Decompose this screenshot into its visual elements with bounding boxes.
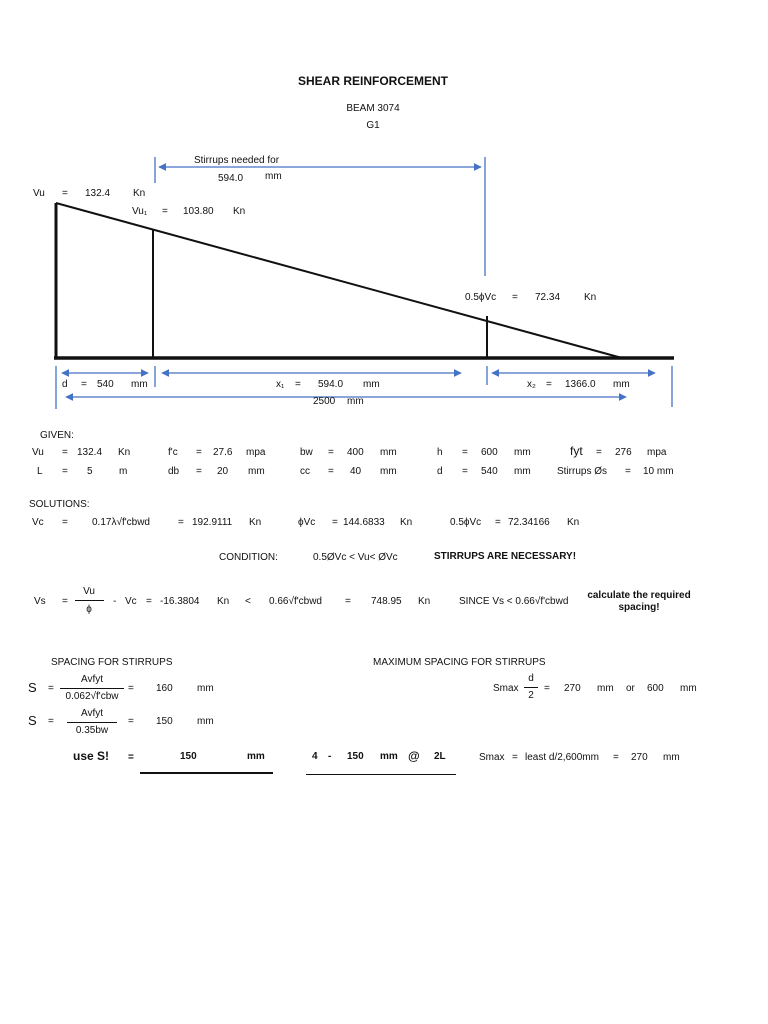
use-s-label: use S! bbox=[73, 749, 110, 763]
calc-spacing-note-line1: calculate the required bbox=[587, 590, 691, 601]
beam-id: BEAM 3074 bbox=[346, 103, 400, 114]
vs-label: Vs bbox=[34, 596, 46, 607]
half-phi-vc-sol-value: 72.34166 bbox=[508, 517, 550, 528]
smax-equals: = bbox=[544, 683, 550, 694]
given-fc-unit: mpa bbox=[246, 447, 266, 458]
given-l-value: 5 bbox=[87, 466, 93, 477]
span-unit: mm bbox=[347, 396, 364, 407]
s1-value: 160 bbox=[156, 683, 173, 694]
half-phi-vc-unit: Kn bbox=[584, 292, 597, 303]
stirrups-needed-value: 594.0 bbox=[218, 173, 244, 184]
vc-formula: 0.17λ√f'cbwd bbox=[92, 517, 150, 528]
vs-equals-2: = bbox=[146, 596, 152, 607]
vs-less-than: < bbox=[245, 596, 251, 607]
s1-fraction-bar bbox=[60, 688, 124, 689]
condition-result: STIRRUPS ARE NECESSARY! bbox=[434, 551, 577, 562]
given-vu-unit: Kn bbox=[118, 447, 131, 458]
s1-numerator: Avfyt bbox=[80, 674, 104, 685]
d-equals: = bbox=[81, 379, 87, 390]
x1-equals: = bbox=[295, 379, 301, 390]
half-phi-vc-value: 72.34 bbox=[535, 292, 561, 303]
given-bw-equals: = bbox=[328, 447, 334, 458]
given-h-label: h bbox=[437, 447, 443, 458]
half-phi-vc-sol-unit: Kn bbox=[567, 517, 580, 528]
phi-vc-equals: = bbox=[332, 517, 338, 528]
phi-vc-label: ϕVc bbox=[298, 517, 316, 528]
given-h-value: 600 bbox=[481, 447, 498, 458]
vs-equals: = bbox=[62, 596, 68, 607]
pattern-dash: - bbox=[328, 751, 332, 762]
s1-equals: = bbox=[48, 683, 54, 694]
vu-unit: Kn bbox=[133, 188, 146, 199]
x1-unit: mm bbox=[363, 379, 380, 390]
vu1-equals: = bbox=[162, 206, 168, 217]
half-phi-vc-sol-label: 0.5ϕVc bbox=[450, 517, 482, 528]
half-phi-vc-equals: = bbox=[512, 292, 518, 303]
pattern-legs: 2L bbox=[434, 751, 446, 762]
s2-numerator: Avfyt bbox=[80, 708, 104, 719]
vs-equals-3: = bbox=[345, 596, 351, 607]
given-heading: GIVEN: bbox=[40, 430, 74, 441]
d-label: d bbox=[62, 379, 68, 390]
use-s-underline bbox=[140, 772, 273, 774]
s2-fraction-bar bbox=[67, 722, 117, 723]
given-stirrup-dia-equals: = bbox=[625, 466, 631, 477]
given-fc-equals: = bbox=[196, 447, 202, 458]
vc-value: 192.9111 bbox=[192, 517, 233, 528]
x2-label: x₂ bbox=[527, 379, 536, 390]
x1-label: x₁ bbox=[276, 379, 285, 390]
given-d-value: 540 bbox=[481, 466, 498, 477]
given-fyt-value: 276 bbox=[615, 447, 632, 458]
given-cc-unit: mm bbox=[380, 466, 397, 477]
smax-or: or bbox=[626, 683, 635, 694]
smax-least-value: 270 bbox=[631, 752, 648, 763]
spacing-heading: SPACING FOR STIRRUPS bbox=[51, 657, 173, 668]
grid-id: G1 bbox=[366, 120, 380, 131]
s2-value: 150 bbox=[156, 716, 173, 727]
use-s-unit: mm bbox=[247, 751, 265, 762]
vs-limit-unit: Kn bbox=[418, 596, 431, 607]
vu-value: 132.4 bbox=[85, 188, 111, 199]
vs-minus: - bbox=[113, 596, 117, 607]
given-d-unit: mm bbox=[514, 466, 531, 477]
given-cc-value: 40 bbox=[350, 466, 362, 477]
vc-equals: = bbox=[62, 517, 68, 528]
given-stirrup-dia-value: 10 mm bbox=[643, 466, 674, 477]
x2-value: 1366.0 bbox=[565, 379, 596, 390]
given-fyt-unit: mpa bbox=[647, 447, 667, 458]
span-value: 2500 bbox=[313, 396, 336, 407]
given-d-label: d bbox=[437, 466, 443, 477]
given-vu-equals: = bbox=[62, 447, 68, 458]
vs-value: -16.3804 bbox=[160, 596, 200, 607]
condition-label: CONDITION: bbox=[219, 552, 278, 563]
vs-unit: Kn bbox=[217, 596, 230, 607]
smax-least-label: Smax bbox=[479, 752, 505, 763]
given-cc-equals: = bbox=[328, 466, 334, 477]
vu1-unit: Kn bbox=[233, 206, 246, 217]
given-cc-label: cc bbox=[300, 466, 310, 477]
smax-value: 270 bbox=[564, 683, 581, 694]
smax-least-unit: mm bbox=[663, 752, 680, 763]
x2-unit: mm bbox=[613, 379, 630, 390]
vs-limit-expression: 0.66√f'cbwd bbox=[269, 596, 322, 607]
stirrups-needed-unit: mm bbox=[265, 171, 282, 182]
vu-label: Vu bbox=[33, 188, 45, 199]
vs-numerator: Vu bbox=[83, 586, 95, 597]
condition-expression: 0.5ØVc < Vu< ØVc bbox=[313, 552, 398, 563]
s1-unit: mm bbox=[197, 683, 214, 694]
vc-unit: Kn bbox=[249, 517, 262, 528]
given-fyt-label: fyt bbox=[570, 444, 583, 458]
phi-vc-unit: Kn bbox=[400, 517, 413, 528]
given-db-label: db bbox=[168, 466, 180, 477]
vu1-label: Vu₁ bbox=[132, 206, 148, 217]
vs-denominator: ϕ bbox=[86, 604, 92, 615]
smax-least-equals: = bbox=[512, 752, 518, 763]
given-bw-value: 400 bbox=[347, 447, 364, 458]
s2-equals-2: = bbox=[128, 716, 134, 727]
smax-value-2: 600 bbox=[647, 683, 664, 694]
given-fyt-equals: = bbox=[596, 447, 602, 458]
s2-denominator: 0.35bw bbox=[75, 725, 109, 736]
smax-fraction-bar bbox=[524, 687, 538, 688]
s1-label: S bbox=[28, 680, 37, 695]
use-s-value: 150 bbox=[180, 751, 197, 762]
s2-label: S bbox=[28, 713, 37, 728]
given-h-unit: mm bbox=[514, 447, 531, 458]
smax-denominator: 2 bbox=[528, 690, 534, 701]
vu1-value: 103.80 bbox=[183, 206, 214, 217]
given-db-equals: = bbox=[196, 466, 202, 477]
vs-fraction-bar bbox=[75, 600, 104, 601]
given-l-unit: m bbox=[119, 466, 128, 477]
vu-equals: = bbox=[62, 188, 68, 199]
given-db-unit: mm bbox=[248, 466, 265, 477]
d-value: 540 bbox=[97, 379, 114, 390]
half-phi-vc-label: 0.5ϕVc bbox=[465, 292, 497, 303]
x1-value: 594.0 bbox=[318, 379, 344, 390]
given-l-equals: = bbox=[62, 466, 68, 477]
pattern-at: @ bbox=[408, 749, 420, 763]
given-l-label: L bbox=[37, 466, 43, 477]
page-title: SHEAR REINFORCEMENT bbox=[297, 74, 449, 88]
max-spacing-heading: MAXIMUM SPACING FOR STIRRUPS bbox=[373, 657, 546, 668]
vs-limit-value: 748.95 bbox=[371, 596, 402, 607]
d-unit: mm bbox=[131, 379, 148, 390]
vs-vc: Vc bbox=[125, 596, 137, 607]
pattern-value: 150 bbox=[347, 751, 364, 762]
smax-least-equals-2: = bbox=[613, 752, 619, 763]
solutions-heading: SOLUTIONS: bbox=[29, 499, 90, 510]
given-bw-label: bw bbox=[300, 447, 313, 458]
given-h-equals: = bbox=[462, 447, 468, 458]
s1-denominator: 0.062√f'cbw bbox=[65, 691, 119, 702]
s1-equals-2: = bbox=[128, 683, 134, 694]
calc-spacing-note-line2: spacing! bbox=[618, 602, 660, 613]
given-vu-label: Vu bbox=[32, 447, 44, 458]
smax-least-expression: least d/2,600mm bbox=[525, 752, 599, 763]
s2-unit: mm bbox=[197, 716, 214, 727]
vc-label: Vc bbox=[32, 517, 44, 528]
given-stirrup-dia-label: Stirrups Øs bbox=[557, 466, 608, 477]
given-fc-value: 27.6 bbox=[213, 447, 233, 458]
pattern-count: 4 bbox=[312, 751, 318, 762]
pattern-underline bbox=[306, 774, 456, 775]
smax-numerator: d bbox=[528, 673, 534, 684]
pattern-unit: mm bbox=[380, 751, 398, 762]
given-bw-unit: mm bbox=[380, 447, 397, 458]
smax-unit: mm bbox=[597, 683, 614, 694]
vc-equals-2: = bbox=[178, 517, 184, 528]
smax-label: Smax bbox=[493, 683, 519, 694]
s2-equals: = bbox=[48, 716, 54, 727]
given-d-equals: = bbox=[462, 466, 468, 477]
shear-diagram bbox=[0, 0, 768, 420]
given-fc-label: f'c bbox=[168, 447, 178, 458]
vs-since-note: SINCE Vs < 0.66√f'cbwd bbox=[459, 596, 569, 607]
half-phi-vc-sol-equals: = bbox=[495, 517, 501, 528]
smax-unit-2: mm bbox=[680, 683, 697, 694]
use-s-equals: = bbox=[128, 752, 134, 763]
x2-equals: = bbox=[546, 379, 552, 390]
stirrups-needed-label: Stirrups needed for bbox=[194, 155, 280, 166]
given-vu-value: 132.4 bbox=[77, 447, 103, 458]
shear-line bbox=[56, 203, 622, 358]
phi-vc-value: 144.6833 bbox=[343, 517, 385, 528]
given-db-value: 20 bbox=[217, 466, 229, 477]
